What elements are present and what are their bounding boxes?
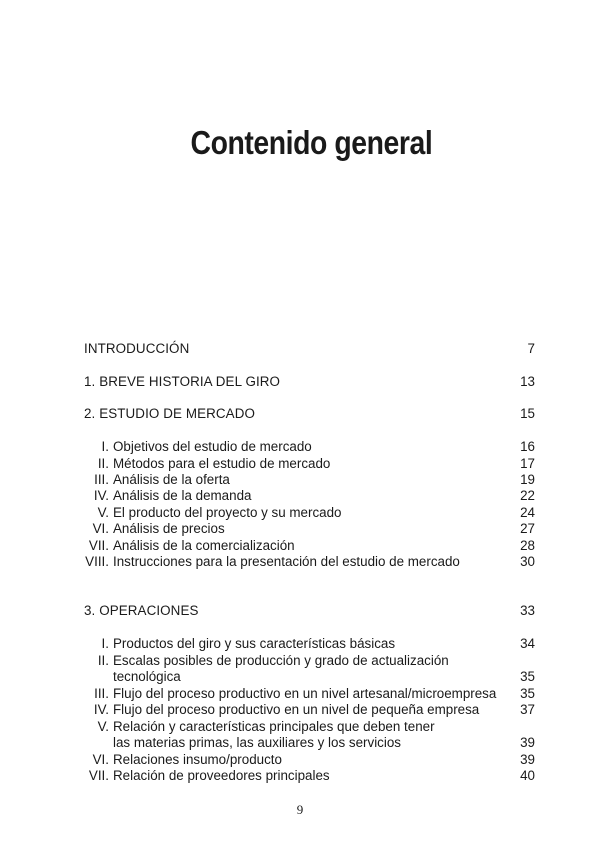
toc-subentry-text: Relación y características principales que deben tener <box>113 719 435 734</box>
toc-subentry-page: 24 <box>520 505 535 520</box>
toc-subentry-page: 37 <box>520 702 535 717</box>
toc-subentry-continuation: tecnológica <box>113 669 181 684</box>
page-title: Contenido general <box>190 124 433 161</box>
toc-subentry-page: 39 <box>520 735 535 750</box>
toc-subentry-text: Escalas posibles de producción y grado de actualización <box>113 653 449 668</box>
toc-entry-estudio-mercado[interactable]: 2. ESTUDIO DE MERCADO <box>84 406 255 421</box>
toc-subentry-continuation: las materias primas, las auxiliares y los servicios <box>113 735 401 750</box>
toc-subentry-page: 22 <box>520 488 535 503</box>
toc-subentry-number: I. <box>101 439 109 454</box>
toc-subentry-text: Instrucciones para la presentación del estudio de mercado <box>113 554 460 569</box>
toc-entry-operaciones[interactable]: 3. OPERACIONES <box>84 603 199 618</box>
toc-subentry-number: VI. <box>92 521 109 536</box>
toc-subentry-number: III. <box>94 686 109 701</box>
toc-subentry-number: V. <box>97 719 109 734</box>
toc-subentry-page: 30 <box>520 554 535 569</box>
toc-subentry-page: 17 <box>520 456 535 471</box>
toc-page-estudio-mercado: 15 <box>520 406 535 421</box>
toc-subentry-text: Análisis de precios <box>113 521 225 536</box>
toc-subentry-page: 35 <box>520 669 535 684</box>
toc-subentry-number: VI. <box>92 752 109 767</box>
toc-page-operaciones: 33 <box>520 603 535 618</box>
toc-subentry-number: II. <box>97 653 109 668</box>
toc-subentry-page: 28 <box>520 538 535 553</box>
toc-subentry-page: 19 <box>520 472 535 487</box>
toc-subentry-text: El producto del proyecto y su mercado <box>113 505 342 520</box>
toc-subentry-page: 16 <box>520 439 535 454</box>
toc-subentry-page: 35 <box>520 686 535 701</box>
toc-subentry-page: 39 <box>520 752 535 767</box>
toc-page-breve-historia: 13 <box>520 374 535 389</box>
toc-subentry-text: Análisis de la comercialización <box>113 538 295 553</box>
toc-subentry-page: 27 <box>520 521 535 536</box>
toc-entry-introduccion[interactable]: INTRODUCCIÓN <box>84 341 190 356</box>
toc-subentry-text: Flujo del proceso productivo en un nivel de pequeña empresa <box>113 702 480 717</box>
page-number: 9 <box>296 802 304 817</box>
toc-page-introduccion: 7 <box>527 341 535 356</box>
toc-subentry-text: Objetivos del estudio de mercado <box>113 439 312 454</box>
toc-entry-breve-historia[interactable]: 1. BREVE HISTORIA DEL GIRO <box>84 374 281 389</box>
toc-subentry-page: 40 <box>520 768 535 783</box>
toc-subentry-number: II. <box>97 456 109 471</box>
toc-subentry-number: V. <box>97 505 109 520</box>
toc-subentry-number: VIII. <box>85 554 109 569</box>
toc-subentry-text: Flujo del proceso productivo en un nivel artesanal/microempresa <box>113 686 497 701</box>
toc-subentry-number: IV. <box>93 488 109 503</box>
toc-subentry-text: Análisis de la demanda <box>113 488 252 503</box>
toc-subentry-page: 34 <box>520 636 535 651</box>
toc-subentry-text: Relaciones insumo/producto <box>113 752 282 767</box>
toc-subentry-text: Relación de proveedores principales <box>113 768 330 783</box>
toc-subentry-number: VII. <box>88 538 109 553</box>
toc-subentry-number: III. <box>94 472 109 487</box>
toc-subentry-number: VII. <box>88 768 109 783</box>
toc-subentry-text: Métodos para el estudio de mercado <box>113 456 331 471</box>
toc-subentry-text: Productos del giro y sus características básicas <box>113 636 396 651</box>
toc-subentry-text: Análisis de la oferta <box>113 472 230 487</box>
toc-subentry-number: IV. <box>93 702 109 717</box>
toc-subentry-number: I. <box>101 636 109 651</box>
